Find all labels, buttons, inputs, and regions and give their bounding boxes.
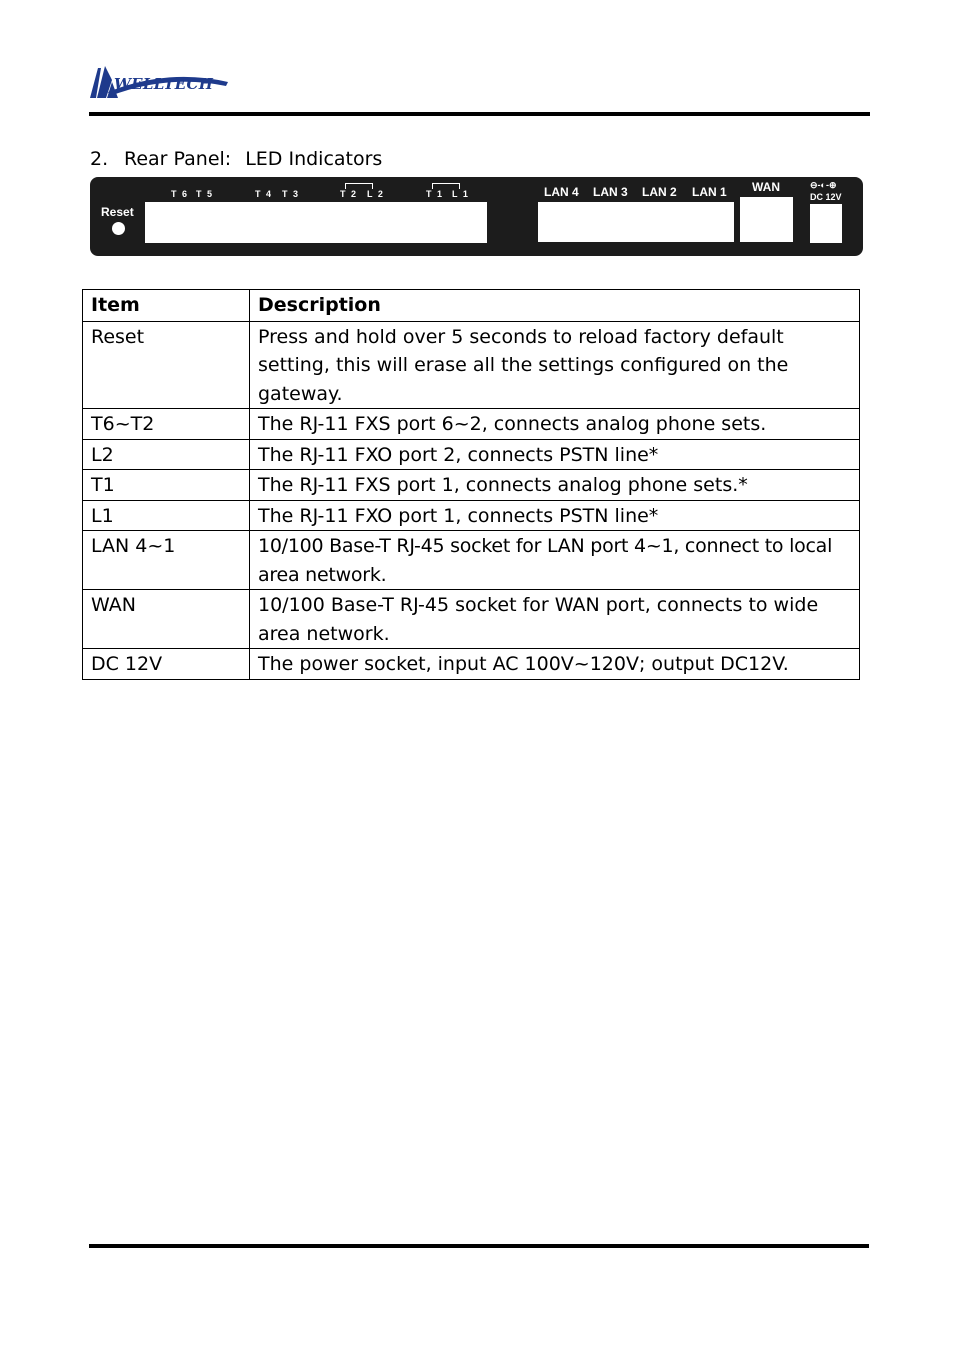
description-cell: 10/100 Base-T RJ-45 socket for WAN port, connects to wide area network. <box>250 590 860 649</box>
port-label-t2: T 2 <box>340 189 358 199</box>
lan-port-block <box>538 202 734 242</box>
column-header-item: Item <box>83 290 250 322</box>
description-cell: Press and hold over 5 seconds to reload factory default setting, this will erase all the settings configured on the gateway. <box>250 321 860 409</box>
table-row <box>83 470 860 501</box>
table-row <box>83 321 860 409</box>
lan-label-1: LAN 1 <box>692 185 727 199</box>
column-header-description: Description <box>250 290 860 322</box>
description-cell: The RJ-11 FXS port 6~2, connects analog phone sets. <box>250 409 860 440</box>
item-cell: WAN <box>83 590 250 649</box>
header-rule <box>89 112 870 116</box>
table-row <box>83 531 860 590</box>
port-label-t5: T 5 <box>196 189 214 199</box>
wan-label: WAN <box>752 180 780 194</box>
port-label-t4: T 4 <box>255 189 273 199</box>
description-cell: The RJ-11 FXO port 2, connects PSTN line* <box>250 439 860 470</box>
reset-label: Reset <box>101 205 134 219</box>
table-row <box>83 439 860 470</box>
item-cell: Reset <box>83 321 250 409</box>
port-label-l1: L 1 <box>452 189 470 199</box>
section-heading <box>90 148 382 170</box>
description-cell: The power socket, input AC 100V~120V; output DC12V. <box>250 649 860 680</box>
footer-rule <box>89 1244 869 1248</box>
section-title: Rear Panel: <box>124 148 232 170</box>
table-row <box>83 409 860 440</box>
logo-text: WELLTECH <box>114 75 214 93</box>
wan-port <box>740 197 793 242</box>
item-cell: T6~T2 <box>83 409 250 440</box>
port-label-t1: T 1 <box>426 189 444 199</box>
table-header-row <box>83 290 860 322</box>
table-row <box>83 649 860 680</box>
description-cell: The RJ-11 FXS port 1, connects analog phone sets.* <box>250 470 860 501</box>
reset-button <box>112 222 125 235</box>
welltech-logo <box>88 64 230 100</box>
port-label-l2: L 2 <box>367 189 385 199</box>
section-number: 2. <box>90 148 109 170</box>
port-label-t3: T 3 <box>282 189 300 199</box>
item-cell: L1 <box>83 500 250 531</box>
dc-power-socket <box>810 204 842 243</box>
description-cell: The RJ-11 FXO port 1, connects PSTN line* <box>250 500 860 531</box>
item-cell: LAN 4~1 <box>83 531 250 590</box>
led-indicator-table <box>82 289 860 680</box>
item-cell: L2 <box>83 439 250 470</box>
port-label-t6: T 6 <box>171 189 189 199</box>
lan-label-3: LAN 3 <box>593 185 628 199</box>
dc-label: DC 12V <box>810 192 842 202</box>
item-cell: T1 <box>83 470 250 501</box>
description-cell: 10/100 Base-T RJ-45 socket for LAN port 4~1, connect to local area network. <box>250 531 860 590</box>
dc-polarity-icon: ⊖-◐-⊕ <box>810 180 837 190</box>
item-cell: DC 12V <box>83 649 250 680</box>
table-row <box>83 500 860 531</box>
section-subtitle: LED Indicators <box>245 148 383 170</box>
lan-label-4: LAN 4 <box>544 185 579 199</box>
rj11-port-block <box>145 202 487 243</box>
lan-label-2: LAN 2 <box>642 185 677 199</box>
rear-panel-diagram <box>90 177 863 256</box>
table-row <box>83 590 860 649</box>
